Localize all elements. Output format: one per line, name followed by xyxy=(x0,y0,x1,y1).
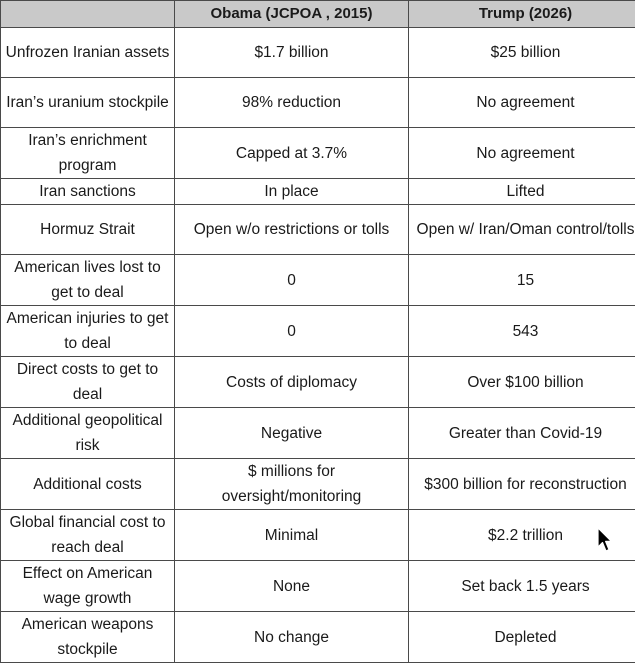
table-row xyxy=(1,510,635,561)
obama-cell: Costs of diplomacy xyxy=(175,357,409,408)
trump-cell: Lifted xyxy=(409,179,635,205)
row-label: Iran sanctions xyxy=(1,179,175,205)
obama-cell: In place xyxy=(175,179,409,205)
trump-cell: $2.2 trillion xyxy=(409,510,635,561)
table-row xyxy=(1,28,635,78)
row-label: Additional geopolitical risk xyxy=(1,408,175,459)
obama-cell: Minimal xyxy=(175,510,409,561)
obama-cell: None xyxy=(175,561,409,612)
row-label: Hormuz Strait xyxy=(1,205,175,255)
trump-cell: Over $100 billion xyxy=(409,357,635,408)
header-obama: Obama (JCPOA , 2015) xyxy=(175,1,409,28)
obama-cell: Negative xyxy=(175,408,409,459)
obama-cell: $ millions for oversight/monitoring xyxy=(175,459,409,510)
table-row xyxy=(1,128,635,179)
row-label: American lives lost to get to deal xyxy=(1,255,175,306)
row-label: Direct costs to get to deal xyxy=(1,357,175,408)
obama-cell: 0 xyxy=(175,306,409,357)
row-label: Additional costs xyxy=(1,459,175,510)
obama-cell: No change xyxy=(175,612,409,663)
trump-cell: 15 xyxy=(409,255,635,306)
mouse-pointer-icon xyxy=(597,527,613,553)
row-label: Iran’s uranium stockpile xyxy=(1,78,175,128)
table-row xyxy=(1,561,635,612)
header-blank xyxy=(1,1,175,28)
row-label: Unfrozen Iranian assets xyxy=(1,28,175,78)
obama-cell: $1.7 billion xyxy=(175,28,409,78)
trump-cell: Greater than Covid-19 xyxy=(409,408,635,459)
row-label: Iran’s enrichment program xyxy=(1,128,175,179)
row-label: Effect on American wage growth xyxy=(1,561,175,612)
table-row xyxy=(1,255,635,306)
trump-cell: Depleted xyxy=(409,612,635,663)
row-label: American injuries to get to deal xyxy=(1,306,175,357)
table-row xyxy=(1,78,635,128)
row-label: Global financial cost to reach deal xyxy=(1,510,175,561)
trump-cell: Set back 1.5 years xyxy=(409,561,635,612)
trump-cell: No agreement xyxy=(409,128,635,179)
header-trump: Trump (2026) xyxy=(409,1,635,28)
trump-cell: $300 billion for reconstruction xyxy=(409,459,635,510)
row-label: American weapons stockpile xyxy=(1,612,175,663)
table-row xyxy=(1,205,635,255)
table-row xyxy=(1,306,635,357)
trump-cell: No agreement xyxy=(409,78,635,128)
obama-cell: Capped at 3.7% xyxy=(175,128,409,179)
trump-cell: 543 xyxy=(409,306,635,357)
table-row xyxy=(1,179,635,205)
table-row xyxy=(1,357,635,408)
obama-cell: Open w/o restrictions or tolls xyxy=(175,205,409,255)
table-row xyxy=(1,459,635,510)
table-row xyxy=(1,408,635,459)
obama-cell: 98% reduction xyxy=(175,78,409,128)
table-row xyxy=(1,612,635,663)
trump-cell: $25 billion xyxy=(409,28,635,78)
obama-cell: 0 xyxy=(175,255,409,306)
header-row xyxy=(1,1,635,28)
trump-cell: Open w/ Iran/Oman control/tolls xyxy=(409,205,635,255)
